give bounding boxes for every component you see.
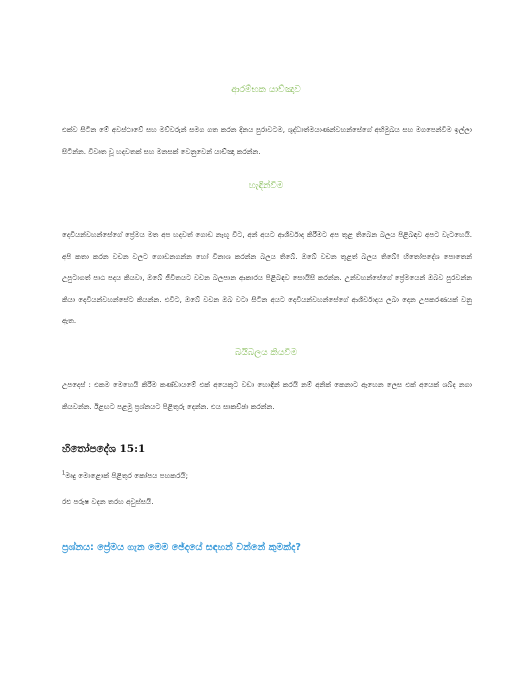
- scripture-reference: හිතෝපදේශ 15:1: [62, 443, 146, 455]
- opening-prayer-text: එක්ව සිටින මේ අවස්ථාවේ සහ මව්වරුන් සමග ගත කරන දිනය පුරාවටම, ශුද්ධාත්මයාණන්වහන්සේගේ අභිමුඛය සහ මගපෙන්වීම ඉල්ලා සිටින්න. විවෘත වූ හදවතක් සහ මනසක් වෙනුවෙන් යාච්ඤා කරන්න.: [62, 125, 472, 156]
- verse-number: 1: [62, 470, 66, 477]
- introduction-heading: හැඳින්වීම: [248, 181, 284, 191]
- bible-reading-instructions: උපදෙස් : එකම මෙහෙයි කිරීම කණ්ඩායමේ එක් අයෙකුට වඩා හොඳින් කරයි නම් අනික් කෙනාට ඇහෙන ලෙස එක් අයෙක් ශබ්ද නගා කියවන්න. ඊළඟට පළමු ප්‍රශ්නයට පිළිතුරු දෙන්න. එය සාකච්ඡා කරන්න.: [62, 380, 472, 411]
- opening-prayer-heading: ආරම්භක යාච්ඤාව: [231, 85, 301, 95]
- verse-text-1: මෘදු මොළොක් පිළිතුර කෝපය පහකරයි;: [65, 471, 189, 480]
- bible-reading-heading: බයිබලය කියවීම: [234, 348, 298, 358]
- introduction-text: දෙවියන්වහන්සේගේ ප්‍රේමය මත අප හදවත් ගොඩ නැඟූ විට, අන් අයට ආශීර්වාද කිරීමට අප තුළ තිබෙන බලය පිළිබඳව අපට වැටහෙයි. අපි කතා කරන වචන වලට ගොඩනගන්න හෝ විනාශ කරන්න බලය තිබේ. ඔබේ වචන තුළත් බලය තිබේ! හිතෝපදේශ පොතෙන් උපුටාගත් පාඨ පදය කියවා, ඔබේ ජීවිතයට වචන බලපාන ආකාරය පිළිබඳව සොයිසි කරන්න. උන්වහන්සේගේ ප්‍රේමයෙන් ඔබව පුරවන්න කියා දෙවියන්වහන්සේට කියන්න. එවිට, ඔබේ වචන ඔබ වටා සිටින අයට දෙවියන්වහන්සේගේ ආශීර්වාදය ලබා දෙන උපකරණයක් වනු ඇත.: [62, 230, 472, 325]
- scripture-verse-line-1: [62, 471, 188, 481]
- discussion-question: ප්‍රශ්නය: ප්‍රේමය ගැන මෙම ඡේදයේ සඳහන් වන්නේ කුමක්ද?: [62, 542, 301, 553]
- scripture-verse-line-2: රළු පරුෂ වදන තරහ අවුස්සයි.: [62, 497, 154, 506]
